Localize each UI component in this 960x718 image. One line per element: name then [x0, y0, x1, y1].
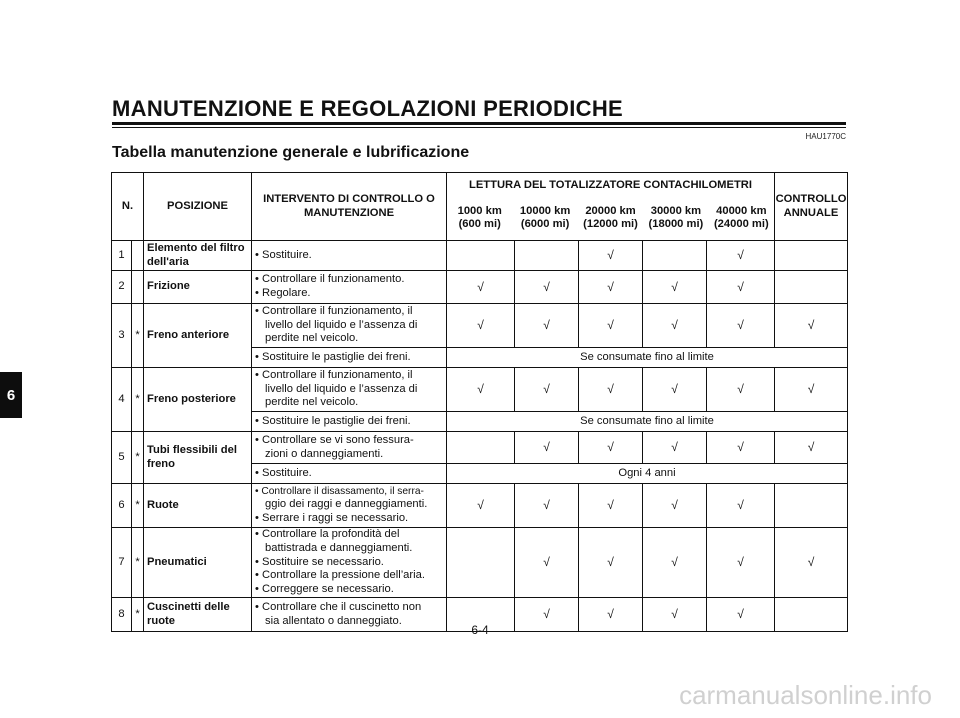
row-action	[252, 368, 447, 412]
row-action	[252, 304, 447, 348]
check-cell: √	[447, 484, 515, 528]
table-row	[112, 432, 848, 464]
row-star: *	[132, 368, 144, 432]
check-cell	[775, 271, 848, 304]
row-star: *	[132, 528, 144, 598]
row-action	[252, 432, 447, 464]
row-star: *	[132, 598, 144, 632]
row-position: Pneumatici	[144, 528, 252, 598]
row-position: Ruote	[144, 484, 252, 528]
row-position: Freno posteriore	[144, 368, 252, 432]
check-cell: √	[515, 368, 579, 412]
check-cell: √	[643, 304, 707, 348]
row-star: *	[132, 484, 144, 528]
check-cell: √	[707, 598, 775, 632]
row-action: • Sostituire.	[252, 464, 447, 484]
check-cell: √	[515, 304, 579, 348]
header-intervento: INTERVENTO DI CONTROLLO O MANUTENZIONE	[252, 173, 447, 241]
action-line: • Controllare il funzionamento, il	[255, 305, 413, 318]
header-posizione: POSIZIONE	[144, 173, 252, 241]
check-cell: √	[643, 432, 707, 464]
check-cell: √	[515, 484, 579, 528]
row-number: 3	[112, 304, 132, 368]
header-n: N.	[112, 173, 144, 241]
check-cell	[447, 528, 515, 598]
action-line: livello del liquido e l’assenza di	[265, 382, 418, 395]
table-row	[112, 241, 848, 271]
action-line: • Controllare il funzionamento, il	[255, 369, 413, 382]
row-position: Tubi flessibili del freno	[144, 432, 252, 484]
check-cell: √	[579, 304, 643, 348]
table-row	[112, 528, 848, 598]
header-lettura	[447, 173, 775, 241]
watermark: carmanualsonline.info	[679, 680, 932, 710]
check-cell: √	[579, 271, 643, 304]
check-cell: √	[515, 598, 579, 632]
header-lettura-title: LETTURA DEL TOTALIZZATORE CONTACHILOMETRI	[469, 179, 752, 191]
check-cell: √	[707, 241, 775, 271]
check-cell: √	[643, 484, 707, 528]
header-km: 40000 km (24000 mi)	[713, 204, 769, 231]
title-rule	[112, 122, 846, 125]
action-line: • Correggere se necessario.	[255, 582, 394, 595]
row-note: Se consumate fino al limite	[447, 348, 848, 368]
table-row	[112, 484, 848, 528]
row-note: Se consumate fino al limite	[447, 412, 848, 432]
action-line: perdite nel veicolo.	[265, 332, 359, 345]
check-cell: √	[515, 432, 579, 464]
row-number: 1	[112, 241, 132, 271]
header-km: 10000 km (6000 mi)	[519, 204, 571, 231]
chapter-tab: 6	[0, 372, 22, 418]
row-action	[252, 528, 447, 598]
action-line: zioni o danneggiamenti.	[265, 447, 384, 460]
row-action: • Sostituire le pastiglie dei freni.	[252, 412, 447, 432]
check-cell: √	[707, 271, 775, 304]
header-km-list	[447, 205, 774, 232]
row-position: Elemento del filtro dell'aria	[144, 241, 252, 271]
row-star	[132, 241, 144, 271]
action-line: • Controllare il funzionamento.	[255, 273, 405, 286]
title-rule-thin	[112, 127, 846, 128]
action-line: sia allentato o danneggiato.	[265, 614, 402, 627]
check-cell: √	[775, 432, 848, 464]
row-position: Freno anteriore	[144, 304, 252, 368]
check-cell: √	[579, 598, 643, 632]
row-star: *	[132, 304, 144, 368]
action-line: • Sostituire se necessario.	[255, 555, 384, 568]
check-cell: √	[643, 528, 707, 598]
row-number: 7	[112, 528, 132, 598]
table-row	[112, 368, 848, 412]
check-cell	[643, 241, 707, 271]
check-cell	[515, 241, 579, 271]
check-cell: √	[447, 304, 515, 348]
check-cell: √	[515, 271, 579, 304]
row-note: Ogni 4 anni	[447, 464, 848, 484]
check-cell: √	[579, 432, 643, 464]
row-action: • Sostituire le pastiglie dei freni.	[252, 348, 447, 368]
check-cell: √	[707, 528, 775, 598]
header-row	[112, 173, 848, 241]
action-line: perdite nel veicolo.	[265, 396, 359, 409]
page-title: MANUTENZIONE E REGOLAZIONI PERIODICHE	[112, 96, 624, 121]
action-line: • Controllare se vi sono fessura-	[255, 433, 414, 446]
check-cell: √	[643, 271, 707, 304]
row-action	[252, 271, 447, 304]
section-code: HAU1770C	[805, 132, 846, 141]
row-position: Frizione	[144, 271, 252, 304]
check-cell	[775, 241, 848, 271]
page-number: 6-4	[471, 623, 489, 637]
action-line: ggio dei raggi e danneggiamenti.	[265, 498, 428, 511]
action-line: • Controllare la pressione dell’aria.	[255, 569, 425, 582]
action-line: • Sostituire.	[255, 248, 312, 261]
row-number: 2	[112, 271, 132, 304]
header-km: 20000 km (12000 mi)	[583, 204, 638, 231]
row-number: 6	[112, 484, 132, 528]
check-cell	[447, 241, 515, 271]
check-cell: √	[579, 241, 643, 271]
row-number: 4	[112, 368, 132, 432]
header-km: 30000 km (18000 mi)	[648, 204, 704, 231]
check-cell: √	[579, 484, 643, 528]
row-action	[252, 484, 447, 528]
check-cell: √	[775, 528, 848, 598]
check-cell: √	[447, 368, 515, 412]
row-number: 8	[112, 598, 132, 632]
check-cell: √	[579, 528, 643, 598]
header-km: 1000 km (600 mi)	[457, 204, 502, 231]
check-cell: √	[515, 528, 579, 598]
action-line: • Controllare il disassamento, il serra-	[255, 485, 424, 497]
action-line: • Controllare la profondità del	[255, 528, 400, 541]
action-line: livello del liquido e l’assenza di	[265, 318, 418, 331]
check-cell: √	[643, 598, 707, 632]
check-cell: √	[447, 271, 515, 304]
table-row	[112, 271, 848, 304]
row-action	[252, 241, 447, 271]
row-star: *	[132, 432, 144, 484]
check-cell	[447, 432, 515, 464]
action-line: • Controllare che il cuscinetto non	[255, 600, 422, 613]
maintenance-table	[111, 172, 848, 632]
check-cell: √	[775, 304, 848, 348]
action-line: battistrada e danneggiamenti.	[265, 542, 413, 555]
row-star	[132, 271, 144, 304]
check-cell: √	[707, 304, 775, 348]
action-line: • Regolare.	[255, 287, 311, 299]
header-controllo: CONTROLLO ANNUALE	[775, 173, 848, 241]
section-subtitle: Tabella manutenzione generale e lubrificazione	[112, 144, 470, 161]
check-cell: √	[775, 368, 848, 412]
check-cell: √	[579, 368, 643, 412]
check-cell: √	[707, 484, 775, 528]
row-number: 5	[112, 432, 132, 484]
check-cell: √	[707, 432, 775, 464]
action-line: • Serrare i raggi se necessario.	[255, 511, 409, 524]
check-cell	[775, 484, 848, 528]
row-position: Cuscinetti delle ruote	[144, 598, 252, 632]
check-cell: √	[643, 368, 707, 412]
table-row	[112, 304, 848, 348]
check-cell: √	[707, 368, 775, 412]
